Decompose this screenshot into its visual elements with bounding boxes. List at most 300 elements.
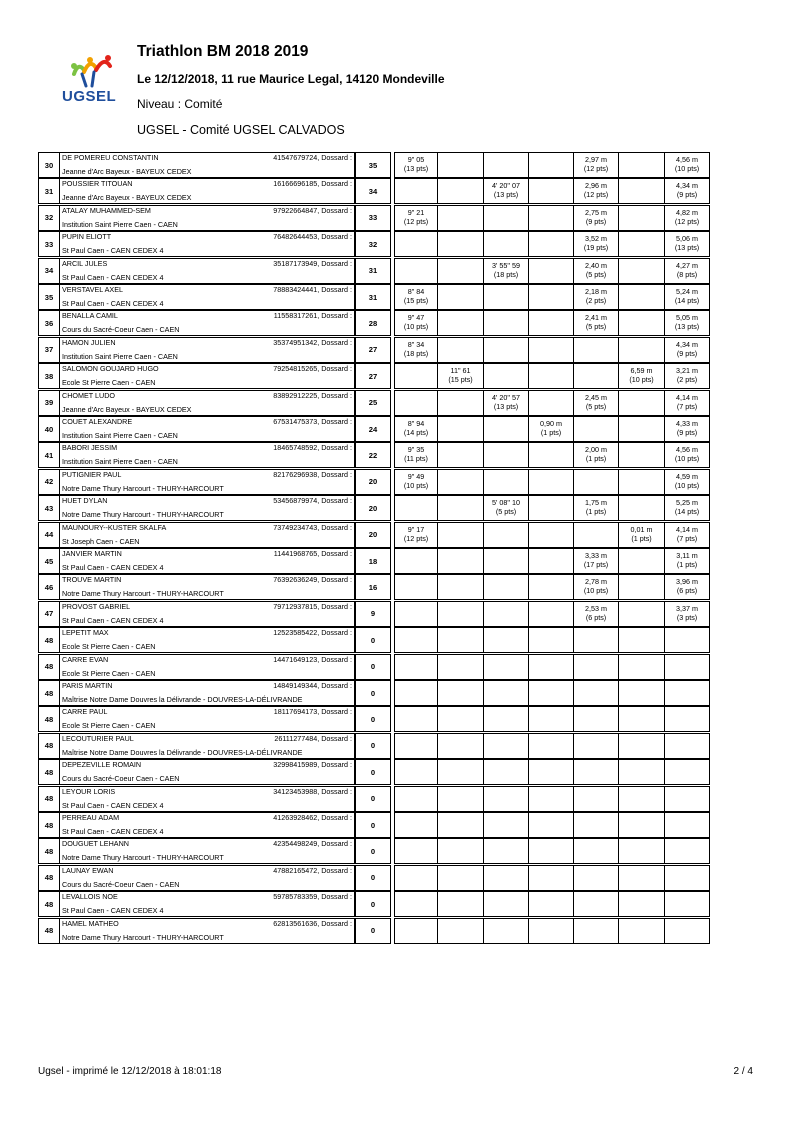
result-value: 2,97 m [585, 155, 607, 164]
table-row [38, 495, 755, 522]
event-result-cell [665, 231, 710, 257]
event-result-cell [665, 310, 710, 336]
table-row [38, 786, 755, 813]
result-value: 2,78 m [585, 577, 607, 587]
result-value: 3,52 m [585, 234, 607, 244]
table-row [38, 838, 755, 865]
dossard-number: 76392636249, Dossard : [273, 575, 352, 585]
event-result-cell [619, 231, 665, 257]
event-result-cell [484, 442, 529, 468]
result-value: 5,05 m [676, 313, 698, 323]
athlete-info-cell [59, 891, 355, 917]
event-result-cell [438, 733, 484, 759]
table-row [38, 178, 755, 205]
result-points: (13 pts) [674, 322, 700, 332]
result-value: 4,56 m [676, 155, 698, 164]
total-points-cell: 9 [355, 601, 391, 627]
school-name: Institution Saint Pierre Caen - CAEN [62, 219, 178, 229]
result-value: 5,25 m [676, 498, 698, 508]
event-result-cell [529, 918, 574, 944]
event-result-cell [438, 865, 484, 891]
total-points-cell: 20 [355, 495, 391, 521]
dossard-number: 18117694173, Dossard : [273, 707, 352, 717]
event-result-cell [394, 469, 438, 495]
result-points: (9 pts) [676, 190, 698, 200]
table-row [38, 627, 755, 654]
result-value: 4,34 m [676, 339, 698, 349]
rank-cell: 37 [38, 337, 59, 363]
school-name: Institution Saint Pierre Caen - CAEN [62, 431, 178, 440]
dossard-number: 41547679724, Dossard : [273, 153, 352, 162]
event-result-cell [394, 812, 438, 838]
result-points: (1 pts) [631, 533, 652, 543]
total-points-cell: 33 [355, 205, 391, 231]
school-name: Notre Dame Thury Harcourt - THURY-HARCOURT [62, 589, 224, 599]
rank-cell: 48 [38, 733, 59, 759]
table-row [38, 442, 755, 469]
table-row [38, 654, 755, 681]
total-points-cell: 0 [355, 654, 391, 680]
event-result-cell [619, 495, 665, 521]
result-value: 3,37 m [676, 603, 698, 613]
event-result-cell [529, 152, 574, 178]
event-result-cell [619, 574, 665, 600]
event-result-cell [574, 627, 619, 653]
event-result-cell [574, 812, 619, 838]
rank-cell: 35 [38, 284, 59, 310]
event-result-cell [574, 654, 619, 680]
table-row [38, 706, 755, 733]
athlete-info-cell [59, 654, 355, 680]
table-row [38, 680, 755, 707]
event-result-cell [619, 442, 665, 468]
athlete-name: BENALLA CAMIL [62, 311, 118, 321]
athlete-info-cell [59, 416, 355, 442]
event-result-cell [484, 469, 529, 495]
result-points: (12 pts) [403, 533, 429, 543]
event-result-cell [574, 838, 619, 864]
result-points: (10 pts) [674, 480, 700, 490]
school-name: Jeanne d'Arc Bayeux - BAYEUX CEDEX [62, 404, 192, 414]
event-result-cell [484, 706, 529, 732]
rank-cell: 42 [38, 469, 59, 495]
event-result-cell [665, 838, 710, 864]
athlete-info-cell [59, 152, 355, 178]
event-result-cell [394, 601, 438, 627]
table-row [38, 469, 755, 496]
event-result-cell [394, 891, 438, 917]
athlete-info-cell [59, 548, 355, 574]
result-value: 3,11 m [676, 551, 698, 560]
event-result-cell [438, 390, 484, 416]
athlete-info-cell [59, 522, 355, 548]
event-result-cell [619, 469, 665, 495]
school-name: St Joseph Caen - CAEN [62, 536, 140, 546]
event-result-cell [574, 601, 619, 627]
event-result-cell [665, 205, 710, 231]
athlete-name: BABORI JESSIM [62, 443, 118, 453]
result-value: 2,41 m [585, 313, 607, 323]
event-result-cell [619, 522, 665, 548]
total-points-cell: 27 [355, 337, 391, 363]
event-result-cell [438, 680, 484, 706]
table-row [38, 205, 755, 232]
result-points: (13 pts) [674, 243, 700, 253]
event-result-cell [574, 522, 619, 548]
event-result-cell [529, 891, 574, 917]
event-result-cell [394, 205, 438, 231]
event-result-cell [394, 390, 438, 416]
result-value: 9" 05 [407, 155, 425, 164]
school-name: Notre Dame Thury Harcourt - THURY-HARCOURT [62, 932, 224, 942]
dossard-number: 18465748592, Dossard : [273, 443, 352, 453]
event-result-cell [484, 522, 529, 548]
event-result-cell [438, 205, 484, 231]
event-result-cell [529, 284, 574, 310]
event-result-cell [619, 627, 665, 653]
athlete-info-cell [59, 337, 355, 363]
result-points: (5 pts) [585, 401, 607, 411]
athlete-name: DOUGUET LEHANN [62, 839, 129, 849]
event-result-cell [394, 654, 438, 680]
event-result-cell [665, 152, 710, 178]
dossard-number: 47882165472, Dossard : [273, 865, 352, 875]
athlete-name: PUPIN ELIOTT [62, 232, 112, 242]
dossard-number: 79254815265, Dossard : [273, 364, 352, 374]
event-result-cell [438, 363, 484, 389]
school-name: Maîtrise Notre Dame Douvres la Délivrande - DOUVRES-LA-DÉLIVRANDE [62, 747, 303, 757]
total-points-cell: 0 [355, 812, 391, 838]
dossard-number: 82176296938, Dossard : [273, 469, 352, 479]
event-result-cell [619, 918, 665, 944]
level-label: Niveau : Comité [137, 97, 223, 111]
result-value: 0,01 m [630, 524, 653, 534]
result-value: 9" 21 [407, 207, 425, 217]
event-result-cell [438, 258, 484, 284]
table-row [38, 416, 755, 443]
result-value: 2,18 m [585, 287, 607, 296]
event-result-cell [529, 838, 574, 864]
table-row [38, 548, 755, 575]
event-result-cell [394, 495, 438, 521]
event-result-cell [529, 812, 574, 838]
rank-cell: 33 [38, 231, 59, 257]
rank-cell: 45 [38, 548, 59, 574]
result-value: 9" 49 [407, 471, 425, 481]
athlete-info-cell [59, 838, 355, 864]
result-points: (10 pts) [674, 164, 700, 173]
total-points-cell: 31 [355, 258, 391, 284]
athlete-info-cell [59, 601, 355, 627]
dossard-number: 11441968765, Dossard : [273, 549, 352, 558]
event-result-cell [484, 733, 529, 759]
rank-cell: 43 [38, 495, 59, 521]
total-points-cell: 0 [355, 680, 391, 706]
dossard-number: 83892912225, Dossard : [273, 390, 352, 400]
result-points: (1 pts) [676, 560, 698, 569]
event-result-cell [619, 601, 665, 627]
event-result-cell [574, 363, 619, 389]
event-result-cell [394, 178, 438, 204]
school-name: St Paul Caen - CAEN CEDEX 4 [62, 246, 164, 256]
total-points-cell: 0 [355, 733, 391, 759]
event-result-cell [574, 786, 619, 812]
school-name: Ecole St Pierre Caen - CAEN [62, 668, 156, 678]
rank-cell: 47 [38, 601, 59, 627]
athlete-name: LEVALLOIS NOE [62, 892, 118, 902]
table-row [38, 733, 755, 760]
event-result-cell [574, 152, 619, 178]
event-result-cell [619, 865, 665, 891]
event-result-cell [484, 390, 529, 416]
school-name: Institution Saint Pierre Caen - CAEN [62, 351, 178, 361]
event-result-cell [438, 759, 484, 785]
total-points-cell: 32 [355, 231, 391, 257]
table-row [38, 574, 755, 601]
athlete-info-cell [59, 733, 355, 759]
event-result-cell [438, 231, 484, 257]
event-result-cell [619, 891, 665, 917]
event-result-cell [619, 258, 665, 284]
event-result-cell [438, 337, 484, 363]
event-result-cell [484, 178, 529, 204]
total-points-cell: 20 [355, 469, 391, 495]
event-result-cell [484, 495, 529, 521]
table-row [38, 522, 755, 549]
event-result-cell [394, 865, 438, 891]
result-value: 4,59 m [676, 471, 698, 481]
result-points: (2 pts) [676, 375, 698, 385]
rank-cell: 48 [38, 759, 59, 785]
rank-cell: 48 [38, 918, 59, 944]
event-result-cell [529, 363, 574, 389]
event-result-cell [665, 891, 710, 917]
event-result-cell [619, 284, 665, 310]
athlete-info-cell [59, 495, 355, 521]
rank-cell: 36 [38, 310, 59, 336]
event-result-cell [665, 284, 710, 310]
result-value: 5' 08" 10 [492, 498, 520, 508]
logo-text: UGSEL [62, 88, 117, 105]
event-result-cell [438, 601, 484, 627]
result-value: 4,14 m [676, 392, 698, 402]
rank-cell: 48 [38, 812, 59, 838]
committee-label: UGSEL - Comité UGSEL CALVADOS [137, 123, 345, 137]
event-result-cell [529, 680, 574, 706]
result-points: (5 pts) [585, 269, 607, 279]
event-result-cell [665, 495, 710, 521]
event-result-cell [484, 574, 529, 600]
total-points-cell: 0 [355, 891, 391, 917]
school-name: St Paul Caen - CAEN CEDEX 4 [62, 272, 164, 282]
event-result-cell [394, 548, 438, 574]
result-points: (3 pts) [676, 612, 698, 622]
result-value: 4,56 m [676, 445, 698, 455]
event-result-cell [529, 759, 574, 785]
athlete-name: HAMEL MATHEO [62, 918, 119, 928]
table-row [38, 759, 755, 786]
event-result-cell [619, 680, 665, 706]
event-result-cell [574, 706, 619, 732]
dossard-number: 59785783359, Dossard : [273, 892, 352, 902]
event-result-cell [394, 838, 438, 864]
result-value: 6,59 m [630, 366, 653, 376]
result-points: (9 pts) [585, 216, 607, 226]
event-date-location: Le 12/12/2018, 11 rue Maurice Legal, 14120 Mondeville [137, 72, 445, 86]
event-result-cell [665, 706, 710, 732]
table-row [38, 152, 755, 179]
result-points: (12 pts) [674, 216, 700, 226]
rank-cell: 38 [38, 363, 59, 389]
rank-cell: 34 [38, 258, 59, 284]
school-name: St Paul Caen - CAEN CEDEX 4 [62, 563, 164, 572]
event-result-cell [619, 838, 665, 864]
athlete-name: PUTIGNIER PAUL [62, 469, 122, 479]
athlete-name: VERSTAVEL AXEL [62, 285, 123, 294]
event-result-cell [574, 205, 619, 231]
event-result-cell [438, 548, 484, 574]
result-value: 2,53 m [585, 603, 607, 613]
result-points: (10 pts) [403, 480, 429, 490]
event-result-cell [619, 363, 665, 389]
result-points: (10 pts) [674, 454, 700, 464]
result-value: 2,40 m [585, 260, 607, 270]
athlete-info-cell [59, 786, 355, 812]
result-points: (13 pts) [493, 401, 519, 411]
event-result-cell [438, 469, 484, 495]
event-result-cell [529, 231, 574, 257]
table-row [38, 812, 755, 839]
event-result-cell [665, 258, 710, 284]
event-result-cell [529, 442, 574, 468]
dossard-number: 14849149344, Dossard : [273, 681, 352, 690]
result-value: 3,21 m [676, 366, 698, 376]
rank-cell: 39 [38, 390, 59, 416]
event-result-cell [438, 891, 484, 917]
event-result-cell [574, 891, 619, 917]
event-result-cell [438, 574, 484, 600]
table-row [38, 310, 755, 337]
event-result-cell [574, 469, 619, 495]
athlete-name: TROUVE MARTIN [62, 575, 122, 585]
school-name: Maîtrise Notre Dame Douvres la Délivrande - DOUVRES-LA-DÉLIVRANDE [62, 695, 303, 704]
athlete-name: PROVOST GABRIEL [62, 601, 131, 611]
event-result-cell [484, 363, 529, 389]
event-result-cell [619, 548, 665, 574]
event-result-cell [574, 442, 619, 468]
school-name: St Paul Caen - CAEN CEDEX 4 [62, 906, 164, 916]
event-result-cell [665, 680, 710, 706]
athlete-name: MAUNOURY--KUSTER SKALFA [62, 522, 167, 532]
event-result-cell [529, 205, 574, 231]
event-result-cell [394, 258, 438, 284]
event-result-cell [619, 205, 665, 231]
result-value: 8" 34 [407, 339, 425, 349]
event-result-cell [665, 627, 710, 653]
athlete-info-cell [59, 918, 355, 944]
result-points: (10 pts) [629, 375, 654, 385]
result-points: (14 pts) [674, 296, 700, 305]
result-value: 9" 17 [407, 524, 425, 534]
school-name: Jeanne d'Arc Bayeux - BAYEUX CEDEX [62, 193, 192, 203]
school-name: Cours du Sacré-Coeur Caen - CAEN [62, 879, 180, 889]
school-name: Cours du Sacré-Coeur Caen - CAEN [62, 325, 180, 335]
result-value: 3' 55" 59 [492, 260, 520, 270]
dossard-number: 53456879974, Dossard : [273, 496, 352, 506]
result-points: (13 pts) [493, 190, 519, 200]
event-result-cell [529, 706, 574, 732]
result-value: 2,00 m [585, 445, 607, 455]
school-name: Notre Dame Thury Harcourt - THURY-HARCOURT [62, 510, 224, 520]
result-value: 2,96 m [585, 181, 607, 191]
athlete-name: SALOMON GOUJARD HUGO [62, 364, 159, 374]
result-points: (5 pts) [495, 507, 517, 517]
athlete-name: DE POMEREU CONSTANTIN [62, 153, 159, 162]
athlete-info-cell [59, 469, 355, 495]
rank-cell: 48 [38, 706, 59, 732]
event-result-cell [438, 654, 484, 680]
athlete-name: CARRE EVAN [62, 654, 109, 664]
total-points-cell: 18 [355, 548, 391, 574]
dossard-number: 16166696185, Dossard : [273, 179, 352, 189]
school-name: Institution Saint Pierre Caen - CAEN [62, 457, 178, 467]
dossard-number: 78883424441, Dossard : [273, 285, 352, 294]
event-result-cell [574, 390, 619, 416]
dossard-number: 11558317261, Dossard : [273, 311, 352, 321]
result-value: 4,34 m [676, 181, 698, 191]
event-result-cell [619, 178, 665, 204]
total-points-cell: 0 [355, 627, 391, 653]
event-result-cell [529, 627, 574, 653]
result-value: 3,96 m [676, 577, 698, 587]
result-value: 0,90 m [540, 419, 562, 428]
event-result-cell [574, 310, 619, 336]
school-name: Ecole St Pierre Caen - CAEN [62, 721, 156, 731]
event-result-cell [665, 178, 710, 204]
dossard-number: 42354498249, Dossard : [273, 839, 352, 849]
school-name: Jeanne d'Arc Bayeux - BAYEUX CEDEX [62, 167, 192, 176]
event-result-cell [438, 178, 484, 204]
school-name: St Paul Caen - CAEN CEDEX 4 [62, 615, 164, 625]
event-result-cell [665, 363, 710, 389]
event-result-cell [529, 865, 574, 891]
event-result-cell [665, 548, 710, 574]
dossard-number: 14471649123, Dossard : [273, 654, 352, 664]
total-points-cell: 31 [355, 284, 391, 310]
event-result-cell [529, 390, 574, 416]
school-name: St Paul Caen - CAEN CEDEX 4 [62, 800, 164, 810]
event-result-cell [665, 918, 710, 944]
total-points-cell: 35 [355, 152, 391, 178]
athlete-info-cell [59, 231, 355, 257]
result-value: 11" 61 [450, 366, 471, 376]
event-result-cell [665, 759, 710, 785]
total-points-cell: 28 [355, 310, 391, 336]
table-row [38, 865, 755, 892]
athlete-info-cell [59, 706, 355, 732]
event-result-cell [438, 918, 484, 944]
athlete-info-cell [59, 284, 355, 310]
event-result-cell [394, 310, 438, 336]
table-row [38, 363, 755, 390]
event-result-cell [484, 812, 529, 838]
result-points: (18 pts) [403, 348, 429, 358]
athlete-info-cell [59, 390, 355, 416]
dossard-number: 26111277484, Dossard : [274, 733, 352, 743]
event-result-cell [574, 865, 619, 891]
dossard-number: 62813561636, Dossard : [273, 918, 352, 928]
event-result-cell [484, 680, 529, 706]
